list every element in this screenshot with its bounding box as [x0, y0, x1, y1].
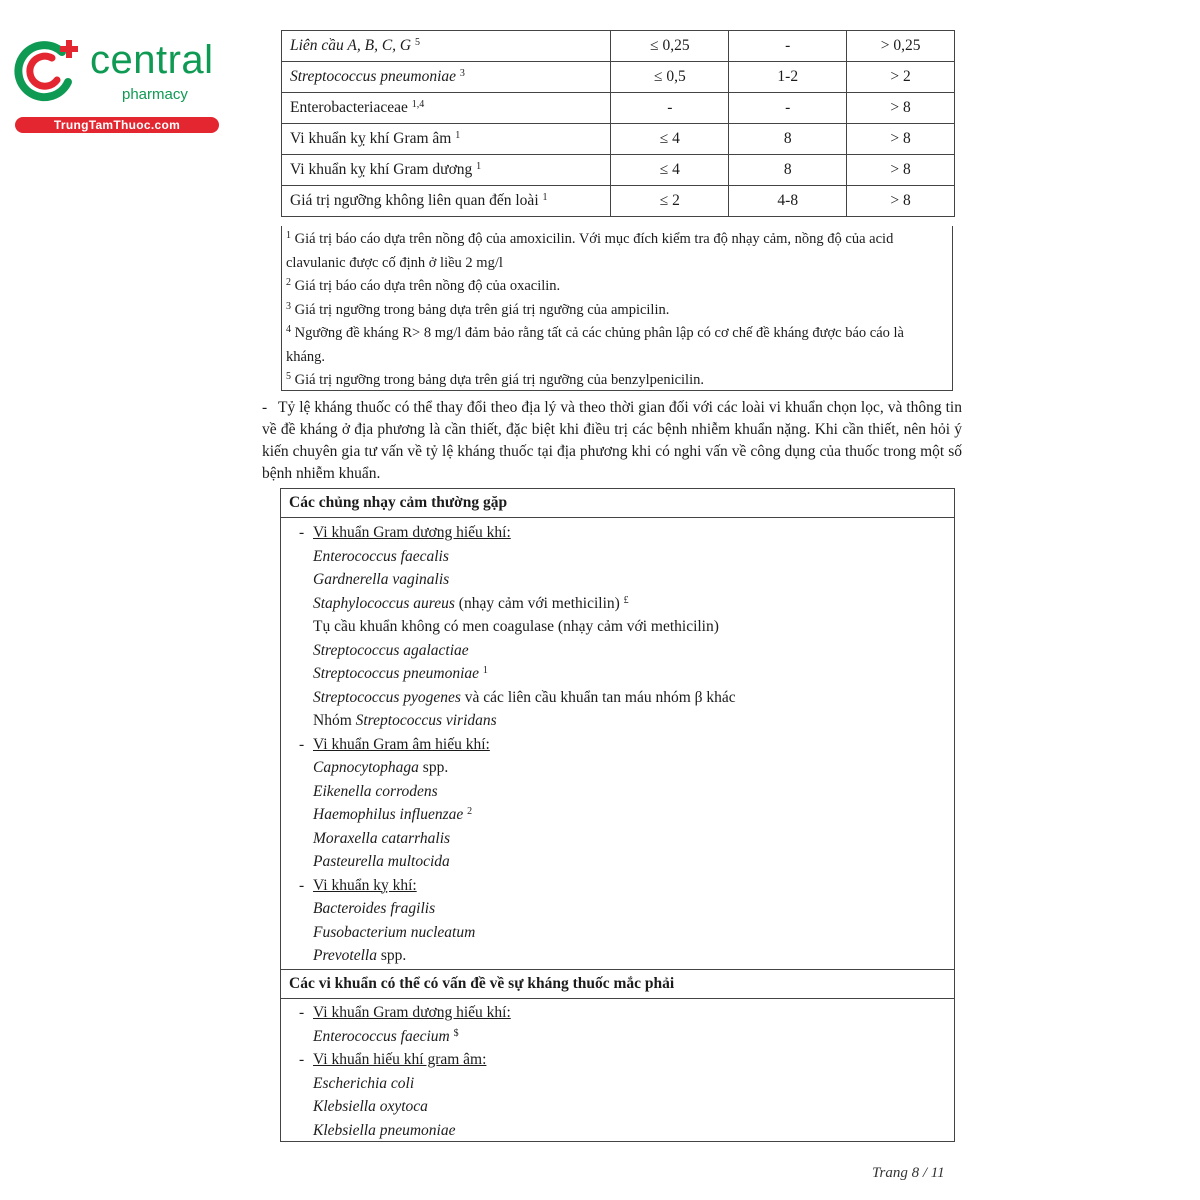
- item-suffix: và các liên cầu khuẩn tan máu nhóm β khác: [460, 688, 736, 706]
- footnote-ref: 1: [542, 192, 548, 203]
- organism-cell: [282, 124, 611, 155]
- logo-url-badge: TrungTamThuoc.com: [15, 117, 219, 133]
- bullet-dash: -: [299, 876, 305, 894]
- footnote-ref: £: [623, 594, 629, 606]
- species-name: Enterococcus faecium: [313, 1027, 450, 1045]
- list-item: [299, 662, 736, 686]
- bullet-dash: -: [262, 399, 268, 416]
- resistant-value: > 0,25: [847, 31, 955, 62]
- list-item: [299, 944, 736, 968]
- resistant-value: > 8: [847, 186, 955, 217]
- susceptible-value: -: [611, 93, 729, 124]
- list-item: [299, 1025, 511, 1049]
- section-header-susceptible: Các chủng nhạy cảm thường gặp: [281, 489, 954, 518]
- species-name: Pasteurella multocida: [313, 853, 450, 870]
- organism-name: Streptococcus pneumoniae: [290, 68, 457, 85]
- list-item: [299, 897, 736, 921]
- species-name: Klebsiella pneumoniae: [313, 1121, 456, 1139]
- list-item: [299, 568, 736, 592]
- list-item: [299, 1095, 511, 1119]
- species-name: Capnocytophaga: [313, 759, 419, 776]
- susceptible-list: [299, 521, 736, 968]
- resistant-value: > 8: [847, 93, 955, 124]
- organism-name: Enterobacteriaceae: [290, 99, 408, 116]
- species-name: Klebsiella oxytoca: [313, 1098, 428, 1115]
- list-item: [299, 756, 736, 780]
- susceptible-value: ≤ 4: [611, 155, 729, 186]
- central-pharmacy-logo: [10, 36, 215, 136]
- intermediate-value: 4-8: [729, 186, 847, 217]
- group-heading: [299, 733, 736, 757]
- footnote-ref: 3: [459, 68, 465, 79]
- table-footnotes: [281, 226, 953, 391]
- item-suffix: spp.: [418, 759, 449, 776]
- intermediate-value: -: [729, 31, 847, 62]
- species-name: Enterococcus faecalis: [313, 547, 449, 565]
- list-item: [299, 686, 736, 710]
- footnote-number: 2: [286, 277, 291, 288]
- group-heading: [299, 874, 736, 898]
- susceptible-value: ≤ 4: [611, 124, 729, 155]
- paragraph-text: Tỷ lệ kháng thuốc có thể thay đổi theo địa lý và theo thời gian đối với các loài vi khuẩn chọn lọc, và thông tin về đề kháng ở địa phương là cần thiết, đặc biệt khi điều trị các bệnh nhiễm khuẩn nặng. Khi cần thiết, nên hỏi ý kiến chuyên gia tư vấn về tỷ lệ kháng thuốc tại địa phương khi có nghi vấn về công dụng của thuốc trong một số bệnh nhiễm khuẩn.: [262, 399, 962, 482]
- list-item: [299, 921, 736, 945]
- susceptible-value: ≤ 0,5: [611, 62, 729, 93]
- susceptible-value: ≤ 2: [611, 186, 729, 217]
- footnote-number: 1: [286, 230, 291, 241]
- list-item: [299, 1119, 511, 1143]
- item-suffix: spp.: [376, 947, 407, 964]
- pharmacy-cross-logo-icon: [10, 36, 80, 106]
- species-name: Streptococcus pyogenes: [313, 688, 461, 706]
- organism-cell: [282, 62, 611, 93]
- footnote-number: 4: [286, 324, 291, 335]
- footnote-ref: 1: [482, 665, 488, 676]
- organism-name: Giá trị ngưỡng không liên quan đến loài: [290, 192, 539, 209]
- resistant-value: > 8: [847, 155, 955, 186]
- bullet-dash: -: [299, 1004, 305, 1021]
- logo-brand-name: central: [90, 38, 214, 82]
- list-item: [299, 615, 736, 639]
- intermediate-value: 8: [729, 155, 847, 186]
- bullet-dash: -: [299, 524, 305, 541]
- species-name: Prevotella: [313, 947, 377, 964]
- section-header-resistant: Các vi khuẩn có thể có vấn đề về sự kháng thuốc mắc phải: [281, 969, 954, 999]
- species-name: Moraxella catarrhalis: [313, 829, 451, 847]
- table-row: [282, 155, 955, 186]
- bullet-dash: -: [299, 735, 305, 753]
- species-name: Fusobacterium nucleatum: [313, 923, 476, 941]
- organism-cell: [282, 186, 611, 217]
- footnote-ref: 1: [476, 161, 482, 172]
- organism-cell: [282, 31, 611, 62]
- footnote-text: Giá trị ngưỡng trong bảng dựa trên giá trị ngưỡng của benzylpenicilin.: [294, 372, 704, 388]
- footnote-ref: 5: [415, 37, 420, 48]
- organism-name: Vi khuẩn kỵ khí Gram âm: [290, 130, 452, 147]
- species-name: Eikenella corrodens: [313, 782, 438, 800]
- species-name: Streptococcus agalactiae: [313, 641, 469, 659]
- footnote-text: Giá trị ngưỡng trong bảng dựa trên giá trị ngưỡng của ampicilin.: [294, 301, 670, 318]
- organism-name: Liên cầu A, B, C, G: [290, 37, 412, 54]
- footnote-ref: 2: [467, 806, 473, 817]
- list-item: [299, 545, 736, 569]
- table-row: [282, 93, 955, 124]
- footnote-text: Giá trị báo cáo dựa trên nồng độ của oxacilin.: [294, 278, 561, 294]
- item-suffix: (nhạy cảm với methicilin): [454, 594, 620, 612]
- group-label: Vi khuẩn kỵ khí:: [313, 876, 417, 894]
- list-item: [299, 709, 736, 733]
- susceptible-value: ≤ 0,25: [611, 31, 729, 62]
- organism-name: Vi khuẩn kỵ khí Gram dương: [290, 161, 473, 178]
- logo-subtitle: pharmacy: [122, 86, 188, 103]
- species-name: Streptococcus pneumoniae: [313, 665, 480, 682]
- group-label: Vi khuẩn Gram dương hiếu khí:: [313, 524, 511, 541]
- group-heading: [299, 521, 736, 545]
- table-row: [282, 31, 955, 62]
- group-label: Vi khuẩn hiếu khí gram âm:: [313, 1051, 487, 1068]
- table-row: [282, 124, 955, 155]
- list-item: [299, 803, 736, 827]
- species-name: Bacteroides fragilis: [313, 900, 436, 917]
- intermediate-value: -: [729, 93, 847, 124]
- species-name: Escherichia coli: [313, 1074, 415, 1092]
- resistance-paragraph: [262, 397, 962, 485]
- species-name: Haemophilus influenzae: [313, 806, 464, 823]
- list-item: [299, 850, 736, 874]
- intermediate-value: 1-2: [729, 62, 847, 93]
- group-label: Vi khuẩn Gram âm hiếu khí:: [313, 735, 490, 753]
- bullet-dash: -: [299, 1051, 305, 1068]
- footnote: [286, 228, 944, 275]
- group-heading: [299, 1001, 511, 1025]
- footnote-number: 5: [286, 371, 291, 382]
- footnote-text: Ngưỡng đề kháng R> 8 mg/l đảm bảo rằng tất cả các chủng phân lập có cơ chế đề kháng được báo cáo là kháng.: [286, 325, 904, 365]
- species-name: Streptococcus viridans: [355, 712, 497, 729]
- list-item: [299, 780, 736, 804]
- breakpoint-table: [281, 30, 955, 217]
- intermediate-value: 8: [729, 124, 847, 155]
- item-prefix: Nhóm: [313, 712, 356, 729]
- resistant-value: > 2: [847, 62, 955, 93]
- footnote: [286, 299, 944, 323]
- footnote-ref: $: [453, 1027, 459, 1039]
- footnote: [286, 322, 944, 369]
- susceptibility-box: [280, 488, 955, 1142]
- list-item: [299, 592, 736, 616]
- species-name: Gardnerella vaginalis: [313, 571, 450, 588]
- group-label: Vi khuẩn Gram dương hiếu khí:: [313, 1004, 511, 1021]
- table-row: [282, 62, 955, 93]
- resistant-value: > 8: [847, 124, 955, 155]
- item-prefix: Tụ cầu khuẩn không có men coagulase (nhạy cảm với methicilin): [313, 618, 719, 635]
- footnote: [286, 275, 944, 299]
- footnote-text: Giá trị báo cáo dựa trên nồng độ của amoxicilin. Với mục đích kiểm tra độ nhạy cảm, nồng độ của acid clavulanic được cố định ở liều 2 mg/l: [286, 231, 894, 271]
- species-name: Staphylococcus aureus: [313, 594, 455, 612]
- list-item: [299, 827, 736, 851]
- footnote-number: 3: [286, 300, 291, 312]
- resistant-list: [299, 1001, 511, 1142]
- list-item: [299, 639, 736, 663]
- table-row: [282, 186, 955, 217]
- organism-cell: [282, 155, 611, 186]
- footnote-ref: 1: [455, 130, 461, 141]
- footnote: [286, 369, 944, 393]
- footnote-ref: 1,4: [411, 99, 425, 110]
- group-heading: [299, 1048, 511, 1072]
- list-item: [299, 1072, 511, 1096]
- page-number: Trang 8 / 11: [872, 1165, 945, 1181]
- organism-cell: [282, 93, 611, 124]
